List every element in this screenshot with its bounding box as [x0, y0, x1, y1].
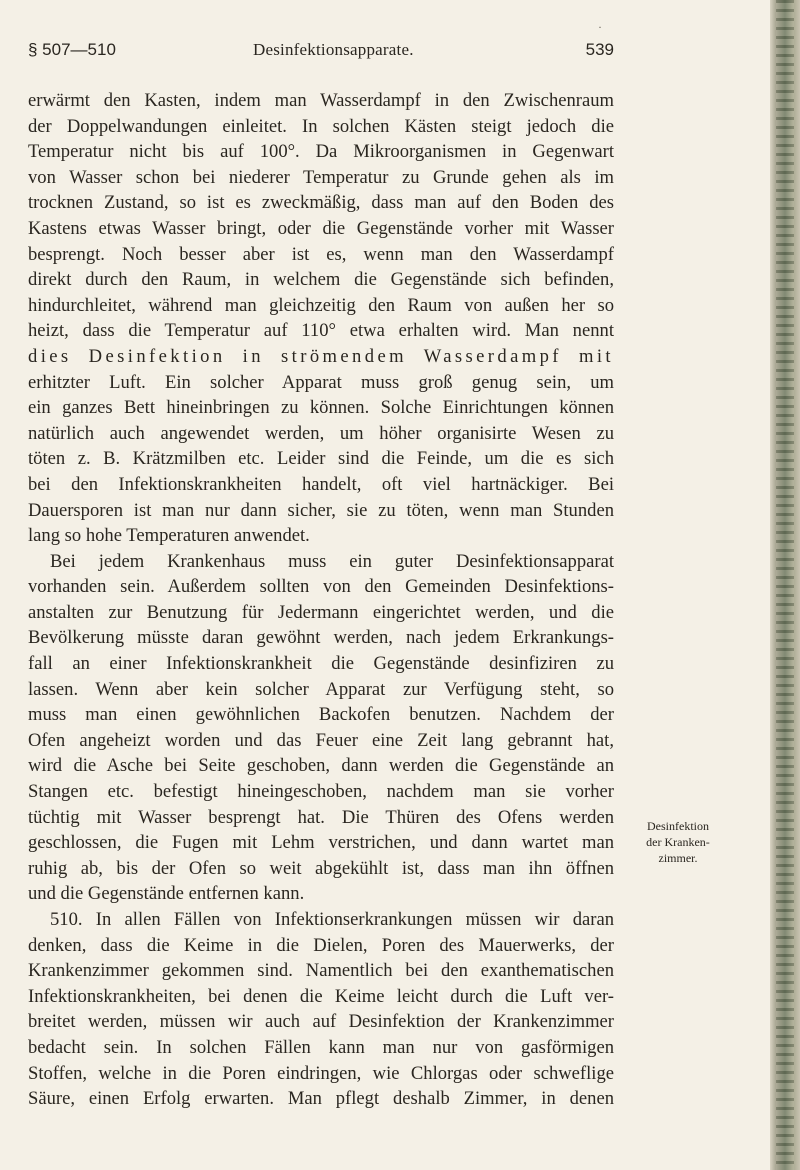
body-text [28, 88, 614, 1112]
text-line: Krankenzimmer gekommen sind. Namentlich bei den exanthematischen [28, 960, 614, 982]
text-line: Bevölkerung müsste daran gewöhnt werden, nach jedem Erkrankungs- [28, 627, 614, 649]
running-header [28, 40, 614, 64]
text-line: natürlich auch angewendet werden, um höher organisirte Wesen zu [28, 422, 614, 444]
page-number: 539 [585, 40, 614, 59]
text-line: und die Gegenstände entfernen kann. [28, 883, 305, 905]
section-start-line: 510. In allen Fällen von Infektionserkrankungen müssen wir daran [50, 909, 614, 930]
text-line: ruhig ab, bis der Ofen so weit abgekühlt ist, dass man ihn öffnen [28, 857, 614, 879]
text-line: lang so hohe Temperaturen anwendet. [28, 525, 310, 547]
text-line: Stangen etc. befestigt hineingeschoben, nachdem man sie vorher [28, 781, 614, 803]
margin-note [628, 818, 728, 866]
text-line: erwärmt den Kasten, indem man Wasserdampf in den Zwischenraum [28, 90, 614, 111]
running-title: Desinfektionsapparate. [253, 40, 414, 59]
ink-speck: · [598, 20, 602, 34]
text-line: vorhanden sein. Außerdem sollten von den Gemeinden Desinfektions- [28, 576, 614, 598]
text-line: wird die Asche bei Seite geschoben, dann werden die Gegenstände an [28, 755, 614, 777]
text-line: Dauersporen ist man nur dann sicher, sie zu töten, wenn man Stunden [28, 499, 614, 521]
text-line: bedacht sein. In solchen Fällen kann man nur von gasförmigen [28, 1036, 614, 1058]
text-line: erhitzter Luft. Ein solcher Apparat muss groß genug sein, um [28, 371, 614, 393]
text-line: Säure, einen Erfolg erwarten. Man pflegt deshalb Zimmer, in denen [28, 1088, 614, 1110]
text-line: Kastens etwas Wasser bringt, oder die Gegenstände vorher mit Wasser [28, 217, 614, 239]
text-line: geschlossen, die Fugen mit Lehm verstrichen, und dann wartet man [28, 832, 614, 854]
text-line: Ofen angeheizt worden und das Feuer eine Zeit lang gebrannt hat, [28, 729, 614, 751]
text-line: der Doppelwandungen einleitet. In solchen Kästen steigt jedoch die [28, 115, 614, 137]
text-line: breitet werden, müssen wir auch auf Desinfektion der Krankenzimmer [28, 1011, 614, 1033]
text-line: töten z. B. Krätzmilben etc. Leider sind die Feinde, um die es sich [28, 448, 614, 470]
text-line: bei den Infektionskrankheiten handelt, oft viel hartnäckiger. Bei [28, 473, 614, 495]
text-line: denken, dass die Keime in die Dielen, Poren des Mauerwerks, der [28, 934, 614, 956]
text-line: tüchtig mit Wasser besprengt hat. Die Thüren des Ofens werden [28, 806, 614, 828]
text-line: fall an einer Infektionskrankheit die Gegenstände desinfiziren zu [28, 653, 614, 675]
text-line: direkt durch den Raum, in welchem die Gegenstände sich befinden, [28, 269, 614, 291]
text-line: Bei jedem Krankenhaus muss ein guter Desinfektionsapparat [50, 550, 614, 572]
margin-note-line: Desinfektion [647, 819, 709, 833]
text-line: besprengt. Noch besser aber ist es, wenn man den Wasserdampf [28, 243, 614, 265]
text-line: von Wasser schon bei niederer Temperatur zu Grunde gehen als im [28, 166, 614, 188]
text-line: hindurchleitet, während man gleichzeitig den Raum von außen her so [28, 294, 614, 316]
text-line: trocknen Zustand, so ist es zweckmäßig, dass man auf den Boden des [28, 192, 614, 214]
margin-note-line: der Kranken- [646, 835, 710, 849]
text-line-spaced: dies Desinfektion in strömendem Wasserdampf mit [28, 345, 614, 367]
text-line: muss man einen gewöhnlichen Backofen benutzen. Nachdem der [28, 704, 614, 726]
text-line: Temperatur nicht bis auf 100°. Da Mikroorganismen in Gegenwart [28, 141, 614, 163]
text-line: Infektionskrankheiten, bei denen die Keime leicht durch die Luft ver- [28, 985, 614, 1007]
text-line: anstalten zur Benutzung für Jedermann eingerichtet werden, und die [28, 601, 614, 623]
text-line: Stoffen, welche in die Poren eindringen, wie Chlorgas oder schweflige [28, 1062, 614, 1084]
text-line: ein ganzes Bett hineinbringen zu können. Solche Einrichtungen können [28, 397, 614, 419]
text-line: heizt, dass die Temperatur auf 110° etwa erhalten wird. Man nennt [28, 320, 614, 342]
book-spine-edge [770, 0, 800, 1170]
section-range: § 507—510 [28, 40, 116, 59]
margin-note-line: zimmer. [658, 851, 698, 865]
text-line: lassen. Wenn aber kein solcher Apparat zur Verfügung steht, so [28, 678, 614, 700]
